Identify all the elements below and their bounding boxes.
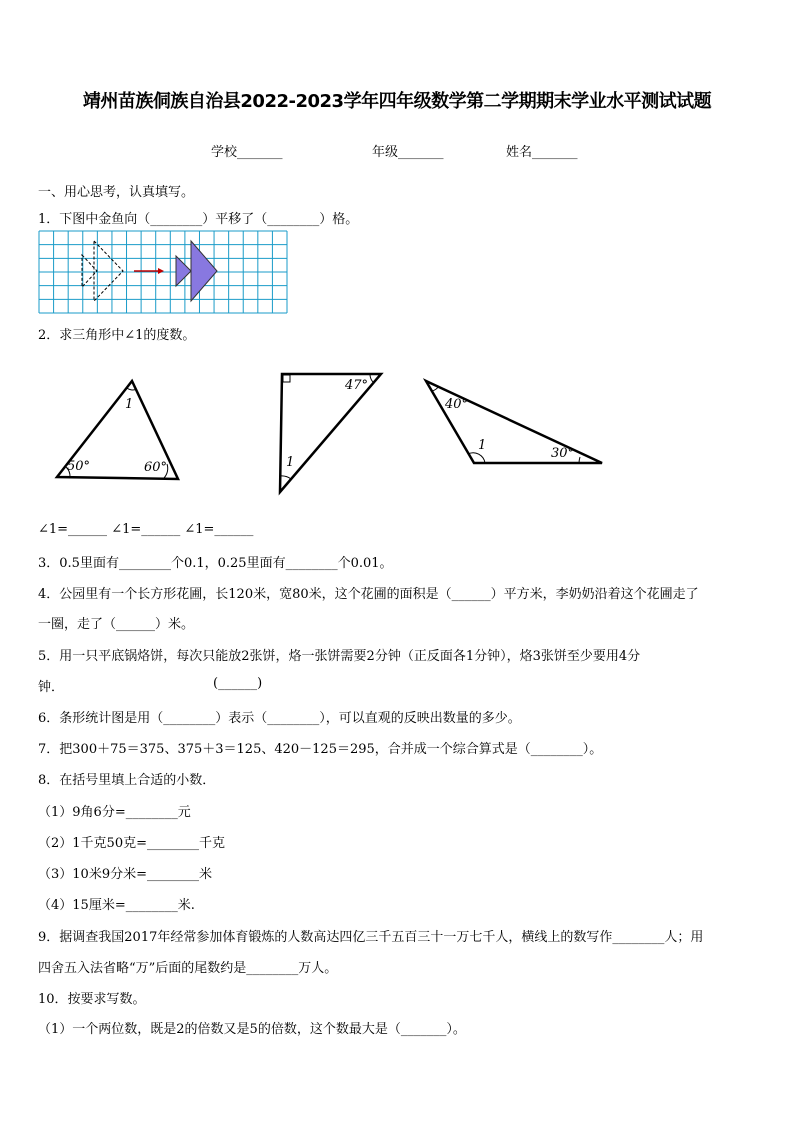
question-2-answers: ∠1=______ ∠1=______ ∠1=______ bbox=[38, 522, 254, 537]
question-2: 2．求三角形中∠1的度数。 bbox=[38, 328, 196, 343]
question-5-answer-blank: (______) bbox=[213, 676, 263, 691]
question-8: 8．在括号里填上合适的小数． bbox=[38, 773, 216, 788]
name-field: 姓名_______ bbox=[506, 145, 578, 160]
section-heading: 一、用心思考，认真填写。 bbox=[38, 185, 195, 200]
question-9-line-2: 四舍五入法省略“万”后面的尾数约是________万人。 bbox=[38, 961, 338, 976]
question-8-item-3: （3）10米9分米=________米 bbox=[38, 867, 212, 882]
question-5-line-2: 钟． bbox=[38, 680, 65, 695]
question-10: 10．按要求写数。 bbox=[38, 992, 146, 1007]
t1-angle-60: 60° bbox=[144, 460, 168, 475]
t2-angle-47: 47° bbox=[345, 378, 369, 393]
question-5-line-1: 5．用一只平底锅烙饼，每次只能放2张饼，烙一张饼需要2分钟（正反面各1分钟），烙3张饼至少要用4分 bbox=[38, 649, 641, 664]
t3-angle-30: 30° bbox=[551, 446, 575, 461]
question-6: 6．条形统计图是用（________）表示（________），可以直观的反映出数量的多少。 bbox=[38, 711, 521, 726]
grade-field: 年级_______ bbox=[372, 145, 444, 160]
question-7: 7．把300＋75＝375、375＋3＝125、420－125＝295，合并成一个综合算式是（________）。 bbox=[38, 742, 603, 757]
question-10-part-1: （1）一个两位数，既是2的倍数又是5的倍数，这个数最大是（_______）。 bbox=[38, 1022, 466, 1037]
fish-grid-figure bbox=[38, 230, 288, 314]
t3-angle-40: 40° bbox=[445, 397, 469, 412]
question-4-line-2: 一圈，走了（______）米。 bbox=[38, 617, 195, 632]
question-8-item-1: （1）9角6分=________元 bbox=[38, 805, 191, 820]
moved-fish bbox=[176, 241, 217, 301]
page-title: 靖州苗族侗族自治县2022-2023学年四年级数学第二学期期末学业水平测试试题 bbox=[82, 91, 712, 112]
school-field: 学校_______ bbox=[211, 145, 283, 160]
arrow-head bbox=[158, 268, 164, 274]
question-9-line-1: 9．据调查我国2017年经常参加体育锻炼的人数高达四亿三千五百三十一万七千人，横线上的数写作________人；用 bbox=[38, 930, 704, 945]
triangle-3 bbox=[426, 381, 602, 463]
grid-lines bbox=[39, 231, 287, 313]
question-8-item-2: （2）1千克50克=________千克 bbox=[38, 836, 225, 851]
original-fish-dashed bbox=[82, 241, 123, 301]
triangles-figure bbox=[40, 366, 620, 500]
question-3: 3．0.5里面有________个0.1，0.25里面有________个0.01。 bbox=[38, 556, 393, 571]
t2-angle-1: 1 bbox=[286, 455, 295, 470]
t1-angle-1: 1 bbox=[125, 397, 134, 412]
question-4-line-1: 4．公园里有一个长方形花圃，长120米，宽80米，这个花圃的面积是（______）平方米，李奶奶沿着这个花圃走了 bbox=[38, 587, 699, 602]
question-1: 1．下图中金鱼向（________）平移了（________）格。 bbox=[38, 212, 359, 227]
question-8-item-4: （4）15厘米=________米. bbox=[38, 898, 195, 913]
t1-angle-50: 50° bbox=[67, 459, 91, 474]
t3-angle-1: 1 bbox=[478, 438, 487, 453]
